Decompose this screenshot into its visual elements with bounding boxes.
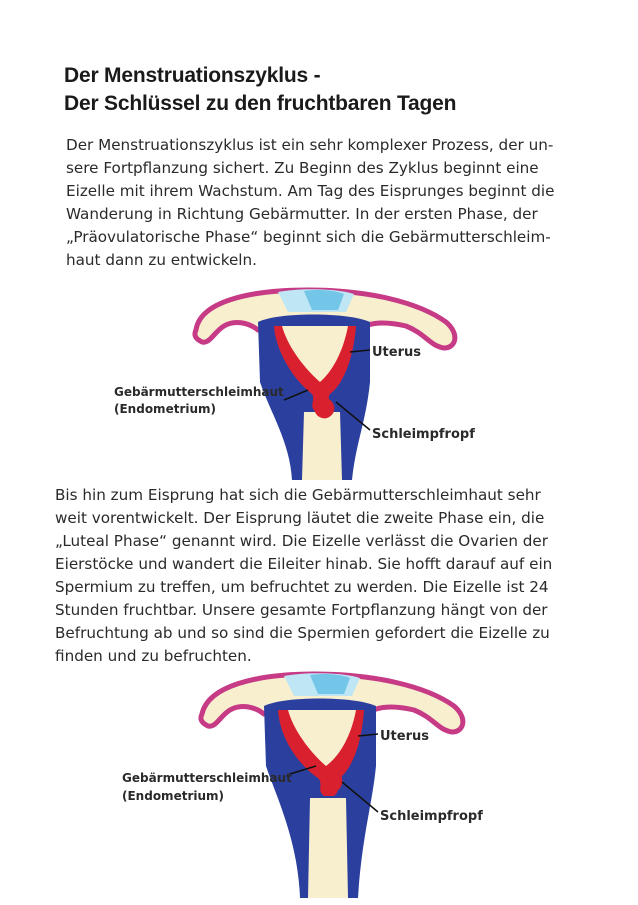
intro-line: Eizelle mit ihrem Wachstum. Am Tag des Eisprunges beginnt die [66,182,555,200]
second-line: Stunden fruchtbar. Unsere gesamte Fortpflanzung hängt von der [55,601,548,619]
label-uterus: Uterus [380,729,429,744]
label-mucus-plug: Schleimpfropf [380,809,483,824]
uterus-diagram-luteal [118,670,518,900]
label-endometrium: Gebärmutterschleimhaut [122,771,292,785]
label-endometrium-sub: (Endometrium) [122,789,224,803]
second-paragraph [55,484,552,668]
intro-line: sere Fortpflanzung sichert. Zu Beginn des Zyklus beginnt eine [66,159,539,177]
uterus-diagram-svg [118,670,518,900]
title-line-2: Der Schlüssel zu den fruchtbaren Tagen [64,92,457,115]
intro-line: haut dann zu entwickeln. [66,251,257,269]
second-line: Spermium zu treffen, um befruchtet zu werden. Die Eizelle ist 24 [55,578,549,596]
label-endometrium-sub: (Endometrium) [114,402,216,416]
uterus-diagram-preovulatory [108,282,508,482]
page-title [64,62,456,118]
uterus-diagram-svg [108,282,508,482]
second-line: „Luteal Phase“ genannt wird. Die Eizelle verlässt die Ovarien der [55,532,549,550]
intro-line: Wanderung in Richtung Gebärmutter. In der ersten Phase, der [66,205,538,223]
label-endometrium: Gebärmutterschleimhaut [114,385,284,399]
label-uterus: Uterus [372,345,421,360]
second-line: Eierstöcke und wandert die Eileiter hinab. Sie hofft darauf auf ein [55,555,553,573]
label-mucus-plug: Schleimpfropf [372,427,475,442]
intro-line: „Präovulatorische Phase“ beginnt sich die Gebärmutterschleim- [66,228,551,246]
cervical-canal [302,412,342,480]
second-line: weit vorentwickelt. Der Eisprung läutet die zweite Phase ein, die [55,509,545,527]
second-line: Befruchtung ab und so sind die Spermien gefordert die Eizelle zu [55,624,550,642]
cervical-canal [308,798,348,898]
intro-paragraph [66,134,554,272]
second-line: finden und zu befruchten. [55,647,252,665]
title-line-1: Der Menstruationszyklus - [64,64,321,87]
intro-line: Der Menstruationszyklus ist ein sehr komplexer Prozess, der un- [66,136,554,154]
second-line: Bis hin zum Eisprung hat sich die Gebärmutterschleimhaut sehr [55,486,541,504]
